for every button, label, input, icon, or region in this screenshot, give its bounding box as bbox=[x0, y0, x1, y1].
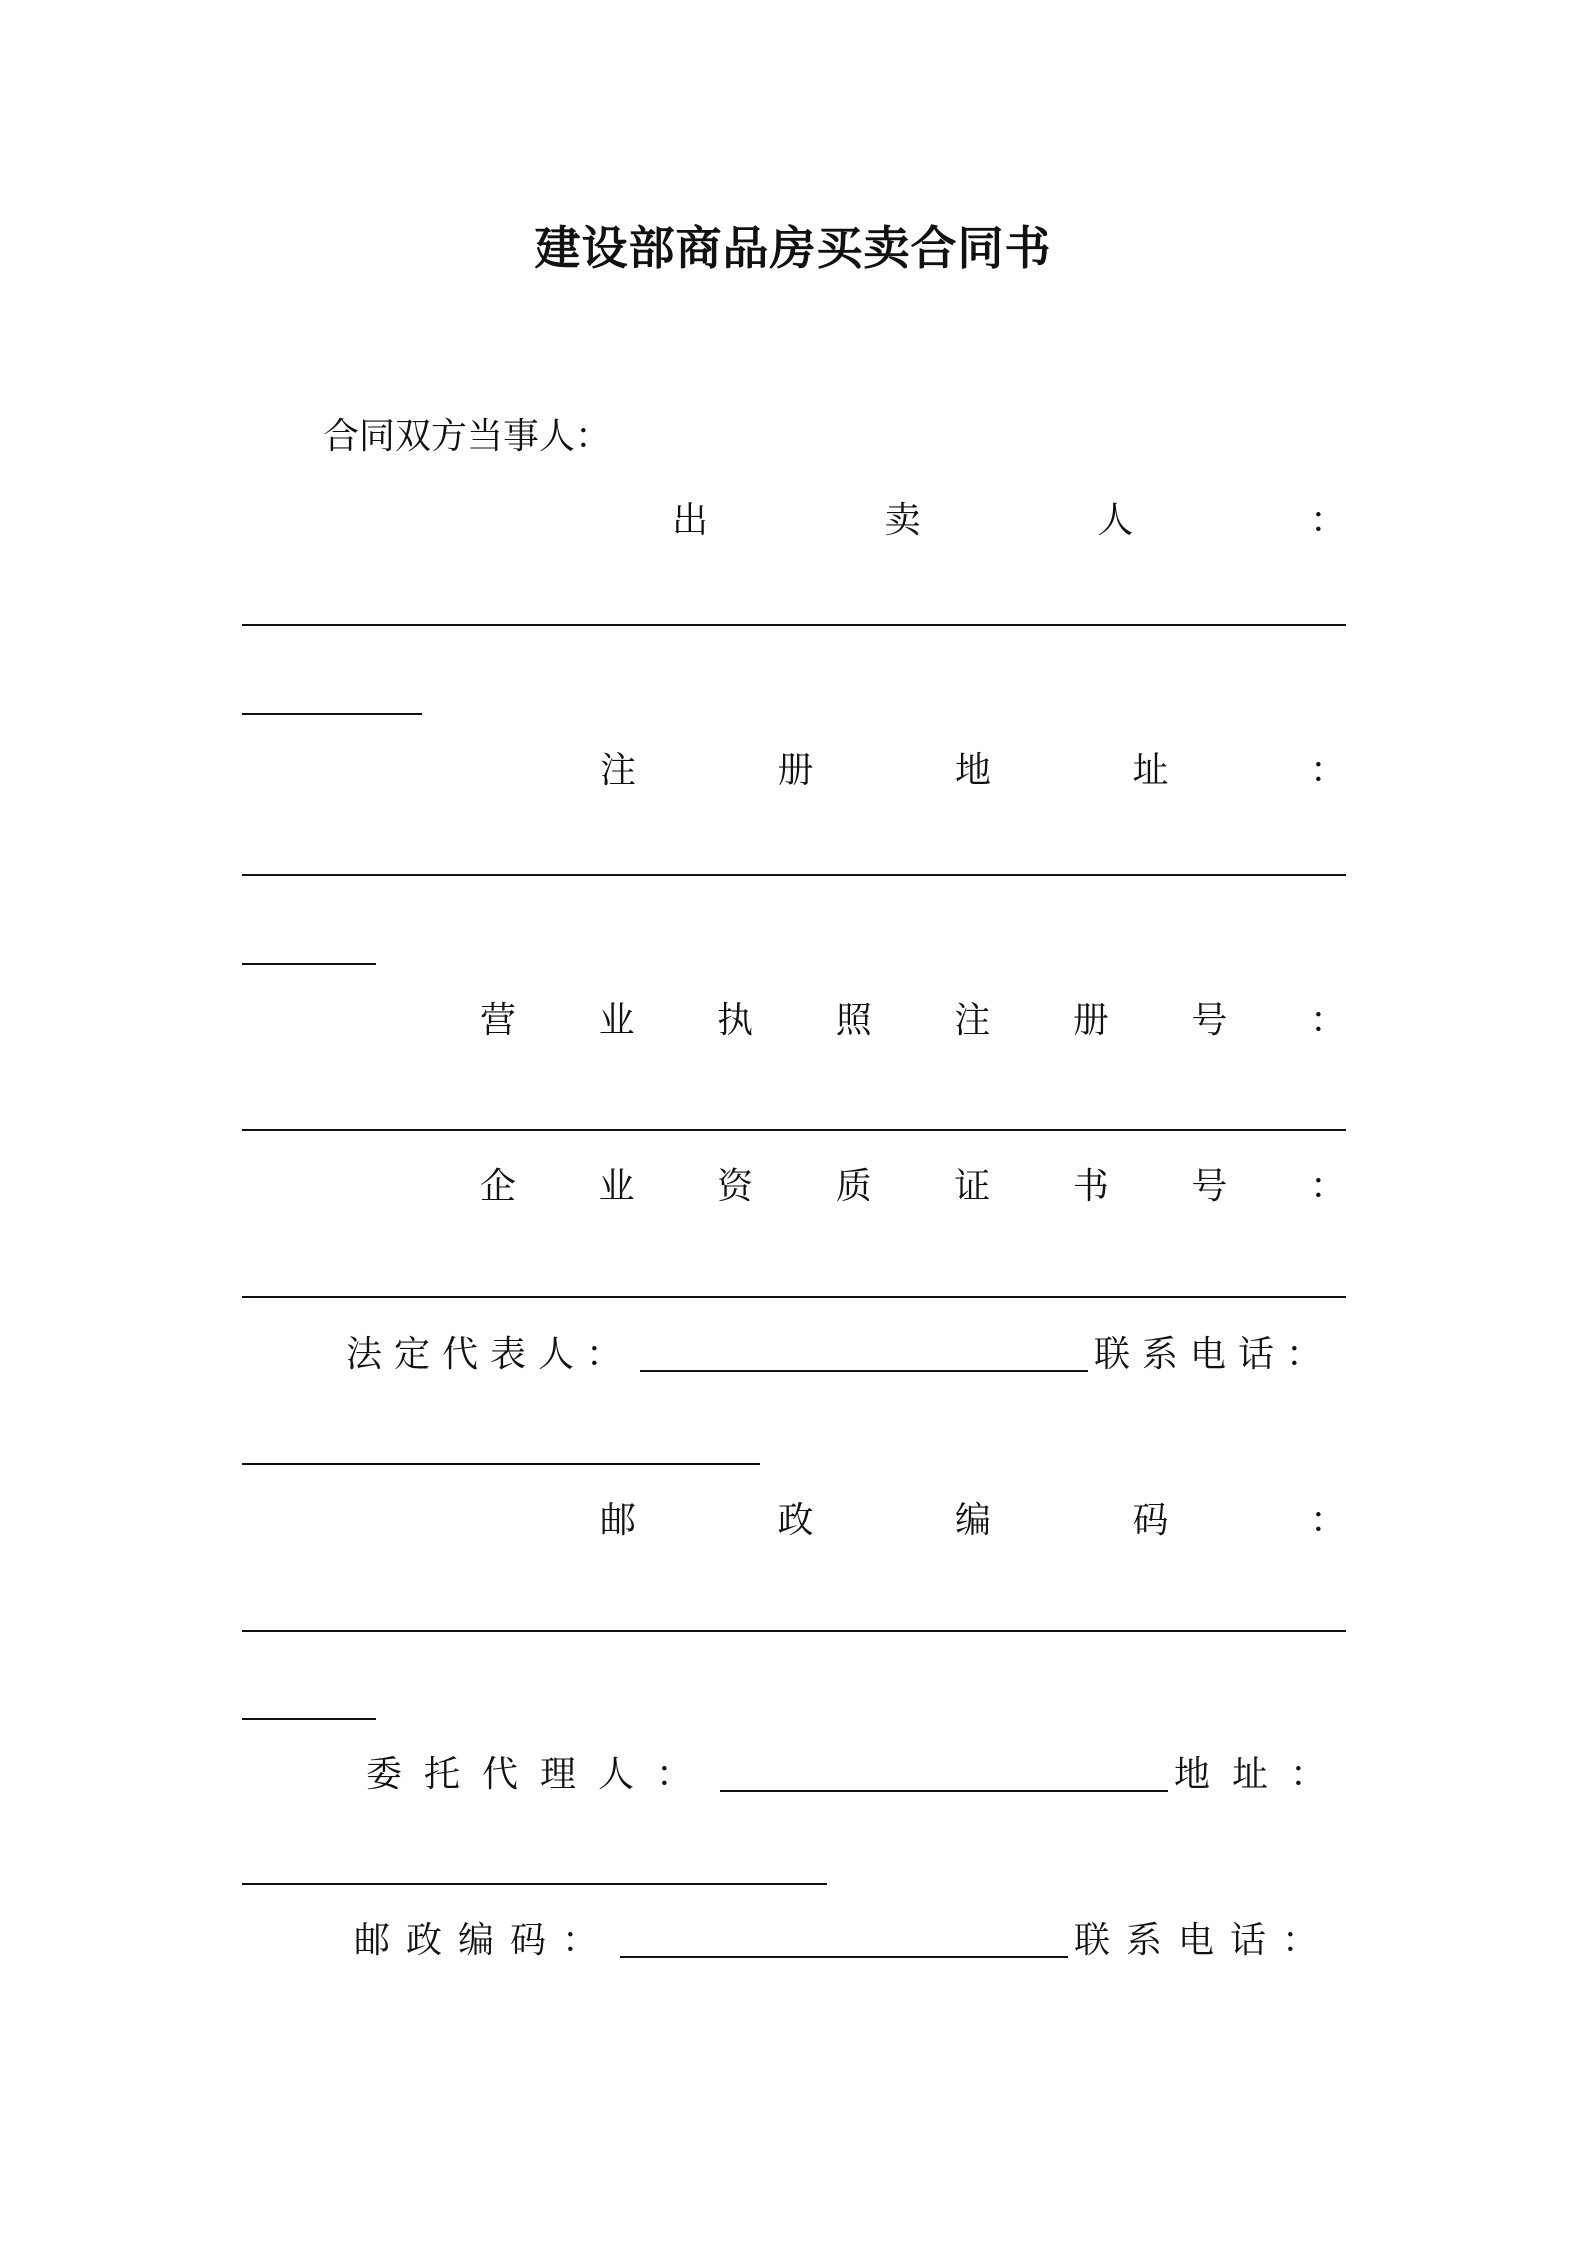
business-license-fill-line[interactable] bbox=[242, 1129, 1346, 1131]
agent-postal-fill-line[interactable] bbox=[620, 1956, 1068, 1958]
label-char: 址 bbox=[1132, 750, 1169, 791]
label-char: 企 bbox=[480, 1166, 517, 1207]
postal-code-fill-line[interactable] bbox=[242, 1630, 1346, 1632]
label-char: 编 bbox=[954, 1500, 991, 1541]
agent-row bbox=[366, 1750, 1348, 1800]
legal-rep-fill-line[interactable] bbox=[640, 1370, 1088, 1372]
registered-address-fill-line-cont[interactable] bbox=[242, 963, 376, 965]
label-char: 出 bbox=[672, 500, 709, 541]
label-char: 业 bbox=[598, 1000, 635, 1041]
seller-fill-line[interactable] bbox=[242, 624, 1346, 626]
legal-rep-phone-label: 联系电话： bbox=[1094, 1334, 1335, 1375]
label-char: 执 bbox=[717, 1000, 754, 1041]
seller-label bbox=[672, 496, 1346, 546]
agent-phone-label: 联系电话： bbox=[1074, 1920, 1335, 1961]
label-char: 资 bbox=[717, 1166, 754, 1207]
label-char: 注 bbox=[954, 1000, 991, 1041]
label-char: 营 bbox=[480, 1000, 517, 1041]
postal-code-fill-line-cont[interactable] bbox=[242, 1718, 376, 1720]
label-char: 证 bbox=[954, 1166, 991, 1207]
label-char: 政 bbox=[777, 1500, 814, 1541]
label-char: ： bbox=[1309, 1166, 1346, 1207]
label-char: 业 bbox=[598, 1166, 635, 1207]
label-char: ： bbox=[1309, 1500, 1346, 1541]
label-char: 册 bbox=[777, 750, 814, 791]
agent-address-label: 地址： bbox=[1174, 1754, 1349, 1795]
label-char: 册 bbox=[1072, 1000, 1109, 1041]
agent-postal-label: 邮政编码： bbox=[354, 1920, 615, 1961]
label-char: 邮 bbox=[600, 1500, 637, 1541]
label-char: 号 bbox=[1191, 1166, 1228, 1207]
label-char: 注 bbox=[600, 750, 637, 791]
qualification-cert-label bbox=[480, 1162, 1346, 1212]
label-char: 质 bbox=[835, 1166, 872, 1207]
label-char: ： bbox=[1309, 1000, 1346, 1041]
agent-postal-row bbox=[354, 1916, 1334, 1966]
business-license-label bbox=[480, 996, 1346, 1046]
label-char: 人 bbox=[1097, 500, 1134, 541]
legal-rep-row bbox=[346, 1330, 1334, 1380]
agent-label: 委托代理人： bbox=[366, 1754, 715, 1795]
agent-fill-line[interactable] bbox=[720, 1790, 1168, 1792]
qualification-cert-fill-line[interactable] bbox=[242, 1296, 1346, 1298]
postal-code-label bbox=[600, 1496, 1346, 1546]
label-char: 地 bbox=[954, 750, 991, 791]
parties-intro: 合同双方当事人： bbox=[323, 416, 612, 457]
legal-rep-label: 法定代表人： bbox=[346, 1334, 635, 1375]
seller-fill-line-cont[interactable] bbox=[242, 713, 422, 715]
label-char: 号 bbox=[1191, 1000, 1228, 1041]
label-char: 照 bbox=[835, 1000, 872, 1041]
label-char: 码 bbox=[1132, 1500, 1169, 1541]
label-char: 书 bbox=[1072, 1166, 1109, 1207]
legal-rep-phone-fill-line[interactable] bbox=[242, 1463, 760, 1465]
document-title: 建设部商品房买卖合同书 bbox=[534, 221, 1052, 275]
label-char: ： bbox=[1309, 500, 1346, 541]
agent-address-fill-line[interactable] bbox=[242, 1883, 827, 1885]
registered-address-fill-line[interactable] bbox=[242, 874, 1346, 876]
label-char: 卖 bbox=[884, 500, 921, 541]
registered-address-label bbox=[600, 746, 1346, 796]
label-char: ： bbox=[1309, 750, 1346, 791]
